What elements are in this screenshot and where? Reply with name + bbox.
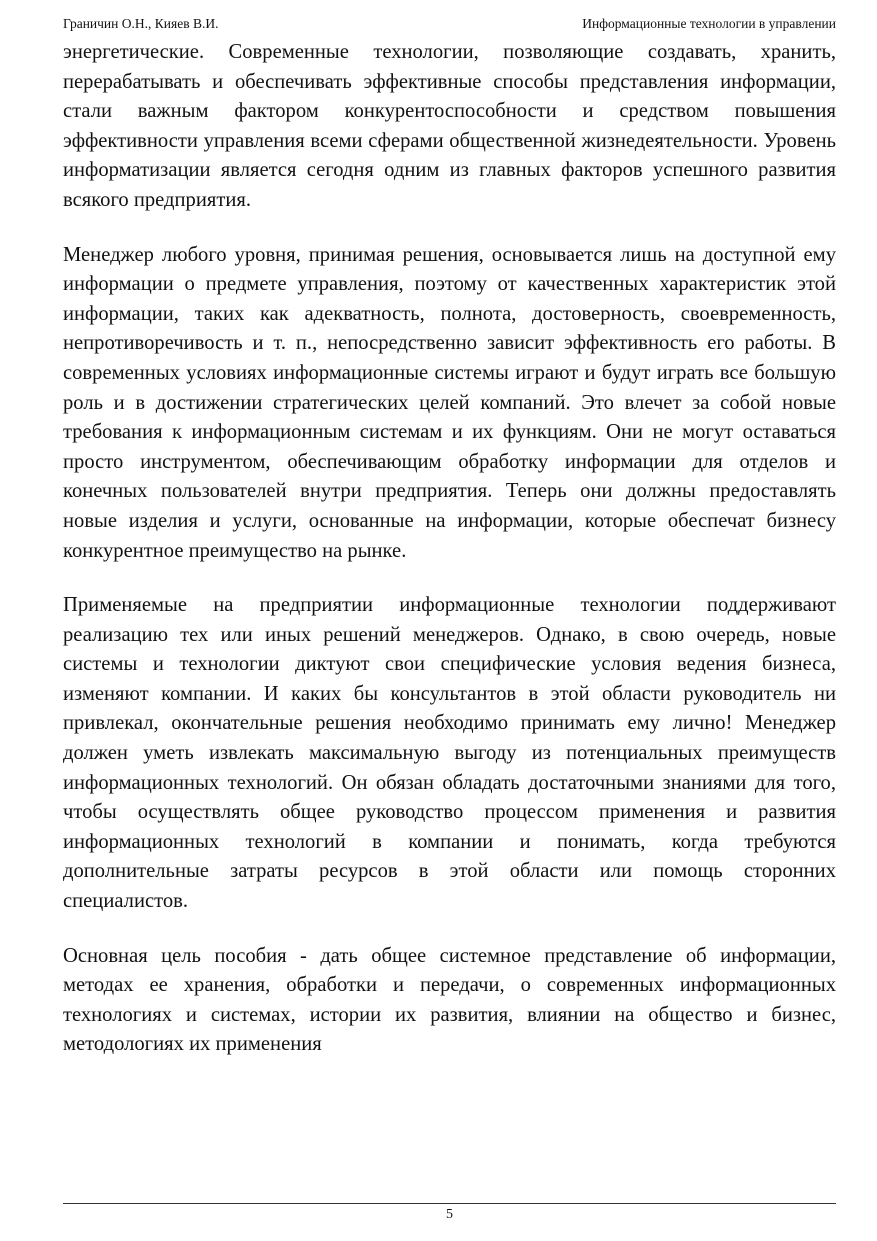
page-number: 5: [446, 1207, 453, 1222]
header-title: Информационные технологии в управлении: [582, 16, 836, 31]
header-authors: Граничин О.Н., Кияев В.И.: [63, 16, 219, 31]
paragraph: Применяемые на предприятии информационные технологии поддерживают реализацию тех или иных решений менеджеров. Однако, в свою очередь, новые системы и технологии диктуют свои специфические условия ведения бизнеса, изменяют компании. И каких бы консультантов в этой области руководитель ни привлекал, окончательные решения необходимо принимать ему лично! Менеджер должен уметь извлекать максимальную выгоду из потенциальных преимуществ информационных технологий. Он обязан обладать достаточными знаниями для того, чтобы осуществлять общее руководство процессом применения и развития информационных технологий в компании и понимать, когда требуются дополнительные затраты ресурсов в этой области или помощь сторонних специалистов.: [63, 594, 836, 913]
footer-divider: [63, 1203, 836, 1204]
paragraph: Основная цель пособия - дать общее системное представление об информации, методах ее хранения, обработки и передачи, о современных информационных технологиях и системах, истории их развития, влиянии на общество и бизнес, методологиях их применения: [63, 944, 836, 1056]
paragraph: Менеджер любого уровня, принимая решения, основывается лишь на доступной ему информации о предмете управления, поэтому от качественных характеристик этой информации, таких как адекватность, полнота, достоверность, своевременность, непротиворечивость и т. п., непосредственно зависит эффективность его работы. В современных условиях информационные системы играют и будут играть все большую роль и в достижении стратегических целей компаний. Это влечет за собой новые требования к информационным системам и их функциям. Они не могут оставаться просто инструментом, обеспечивающим обработку информации для отделов и конечных пользователей внутри предприятия. Теперь они должны предоставлять новые изделия и услуги, основанные на информации, которые обеспечат бизнесу конкурентное преимущество на рынке.: [63, 243, 836, 562]
page-header: [63, 15, 836, 33]
document-body: [63, 38, 836, 1060]
paragraph: энергетические. Современные технологии, позволяющие создавать, хранить, перерабатывать и обеспечивать эффективные способы представления информации, стали важным фактором конкурентоспособности и средством повышения эффективности управления всеми сферами общественной жизнедеятельности. Уровень информатизации является сегодня одним из главных факторов успешного развития всякого предприятия.: [63, 41, 836, 211]
